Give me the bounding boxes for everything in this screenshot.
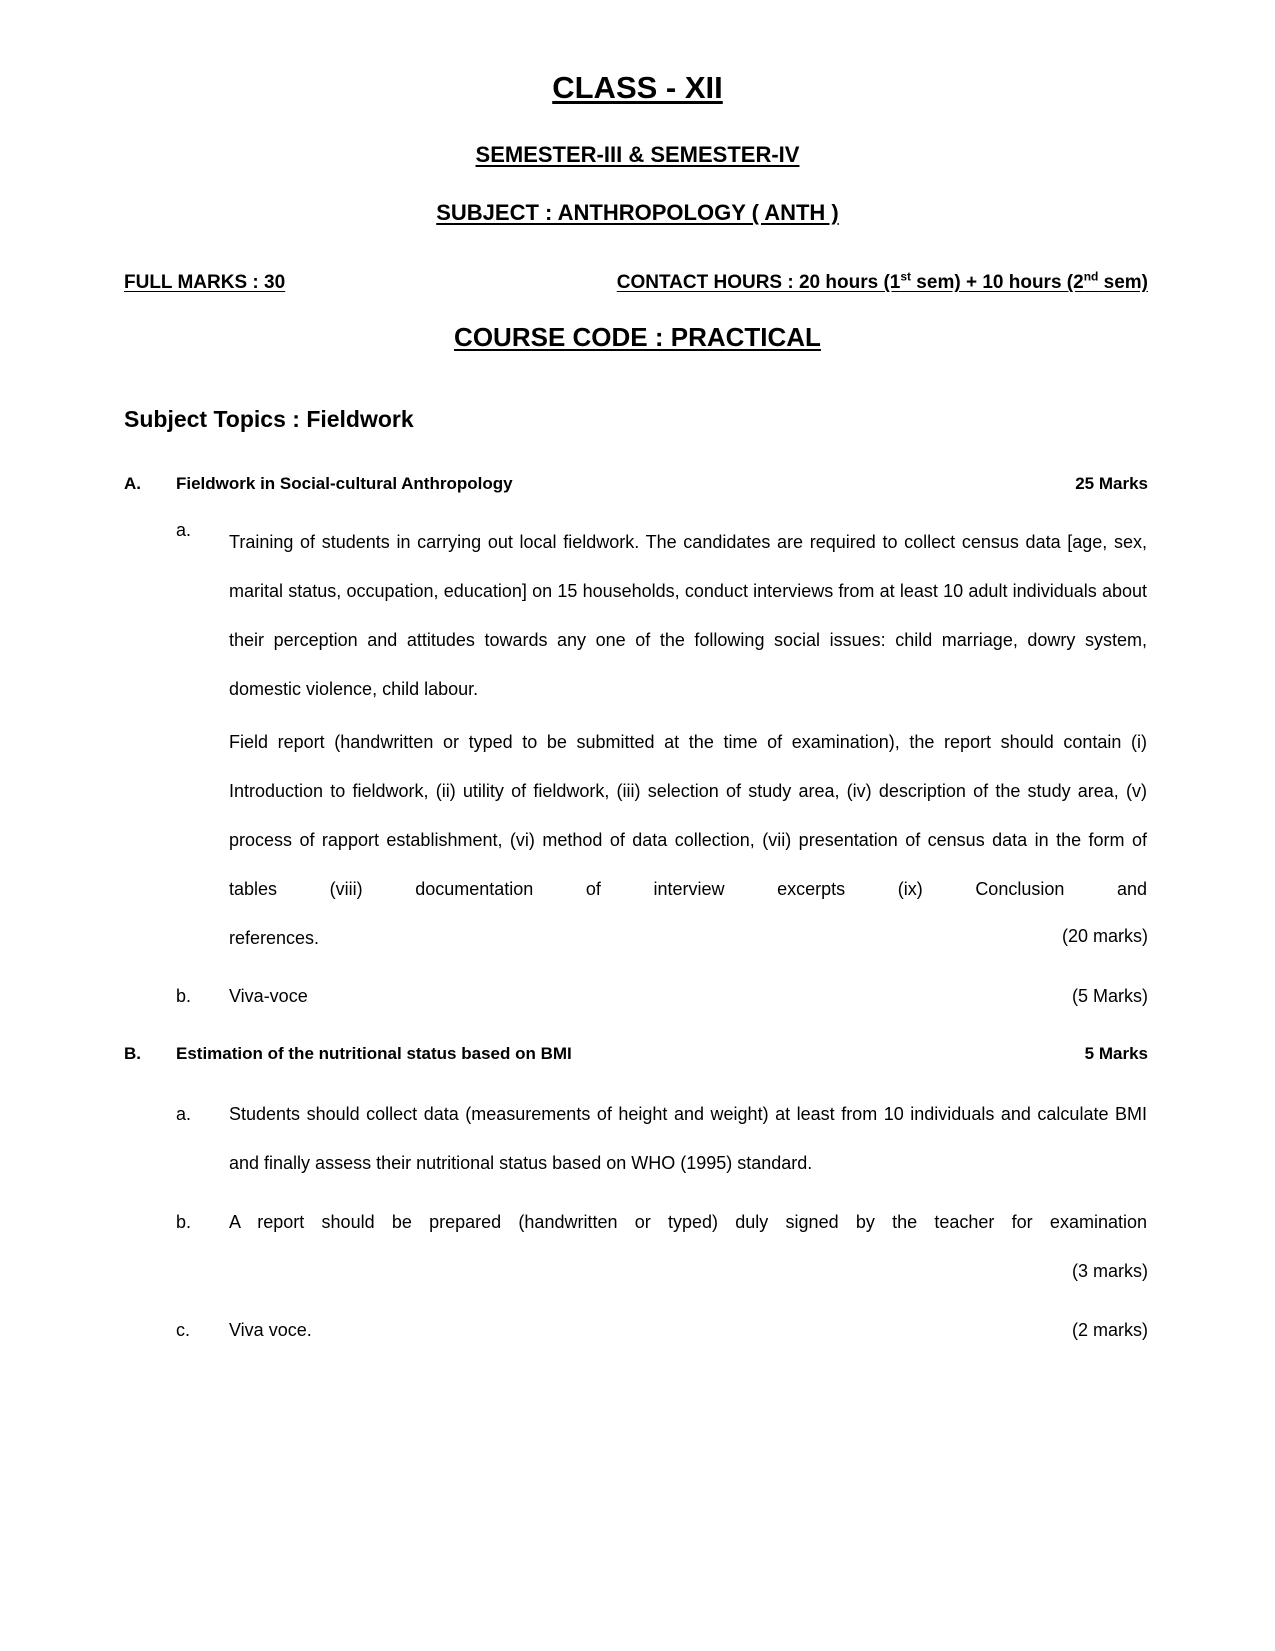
section-b-item-a-letter: a. — [176, 1104, 192, 1124]
topics-heading: Subject Topics : Fieldwork — [124, 406, 414, 432]
subject-title: SUBJECT : ANTHROPOLOGY ( ANTH ) — [436, 200, 839, 225]
contact-hours-prefix: CONTACT HOURS : 20 hours (1 — [616, 272, 901, 293]
section-b-item-c-letter: c. — [176, 1320, 191, 1340]
section-a-item-b-letter: b. — [176, 986, 192, 1006]
section-b-letter: B. — [124, 1044, 141, 1063]
section-b-title: Estimation of the nutritional status based on BMI — [176, 1044, 572, 1063]
contact-hours — [616, 269, 1148, 294]
section-a-item-a-paragraph2: Field report (handwritten or typed to be submitted at the time of examination), the report should contain (i) Introduction to fieldwork, (ii) utility of fieldwork, (iii) selection of study area, (iv) description of the study area, (v) process of rapport establishment, (vi) method of data collection, (vii) presentation of census data in the form of tables (viii) documentation of interview excerpts (ix) Conclusion and — [229, 732, 1147, 899]
course-code-title: COURSE CODE : PRACTICAL — [454, 322, 821, 352]
section-a-marks: 25 Marks — [1075, 474, 1148, 493]
section-b-item-b-text: A report should be prepared (handwritten or typed) duly signed by the teacher for examination — [229, 1212, 1147, 1232]
contact-hours-sup1: st — [900, 269, 912, 284]
section-a-item-b-marks: (5 Marks) — [1072, 986, 1148, 1006]
contact-hours-suffix: sem) — [1098, 272, 1148, 293]
contact-hours-sup2: nd — [1083, 269, 1099, 284]
section-a-title: Fieldwork in Social-cultural Anthropology — [176, 474, 513, 493]
contact-hours-mid: sem) + 10 hours (2 — [911, 272, 1084, 293]
section-a-item-a-paragraph2-end: references. — [229, 928, 320, 948]
section-b-item-c-marks: (2 marks) — [1072, 1320, 1148, 1340]
section-b-item-c-text: Viva voce. — [229, 1320, 312, 1340]
semester-title: SEMESTER-III & SEMESTER-IV — [475, 142, 800, 167]
section-a-item-a-letter: a. — [176, 520, 192, 540]
section-a-item-b-text: Viva-voce — [229, 986, 308, 1006]
section-a-item-a-marks: (20 marks) — [1061, 926, 1148, 946]
full-marks: FULL MARKS : 30 — [124, 272, 286, 293]
class-title: CLASS - XII — [552, 70, 723, 105]
section-b-item-b-marks: (3 marks) — [1072, 1261, 1148, 1281]
section-b-item-b-letter: b. — [176, 1212, 192, 1232]
section-a-letter: A. — [124, 474, 141, 493]
section-b-marks: 5 Marks — [1084, 1044, 1148, 1063]
section-a-item-a-paragraph1: Training of students in carrying out local fieldwork. The candidates are required to collect census data [age, sex, marital status, occupation, education] on 15 households, conduct interviews from at least 10 adult individuals about their perception and attitudes towards any one of the following social issues: child marriage, dowry system, domestic violence, child labour. — [229, 532, 1147, 699]
section-b-item-a-text: Students should collect data (measurements of height and weight) at least from 10 individuals and calculate BMI and finally assess their nutritional status based on WHO (1995) standard. — [229, 1104, 1147, 1173]
